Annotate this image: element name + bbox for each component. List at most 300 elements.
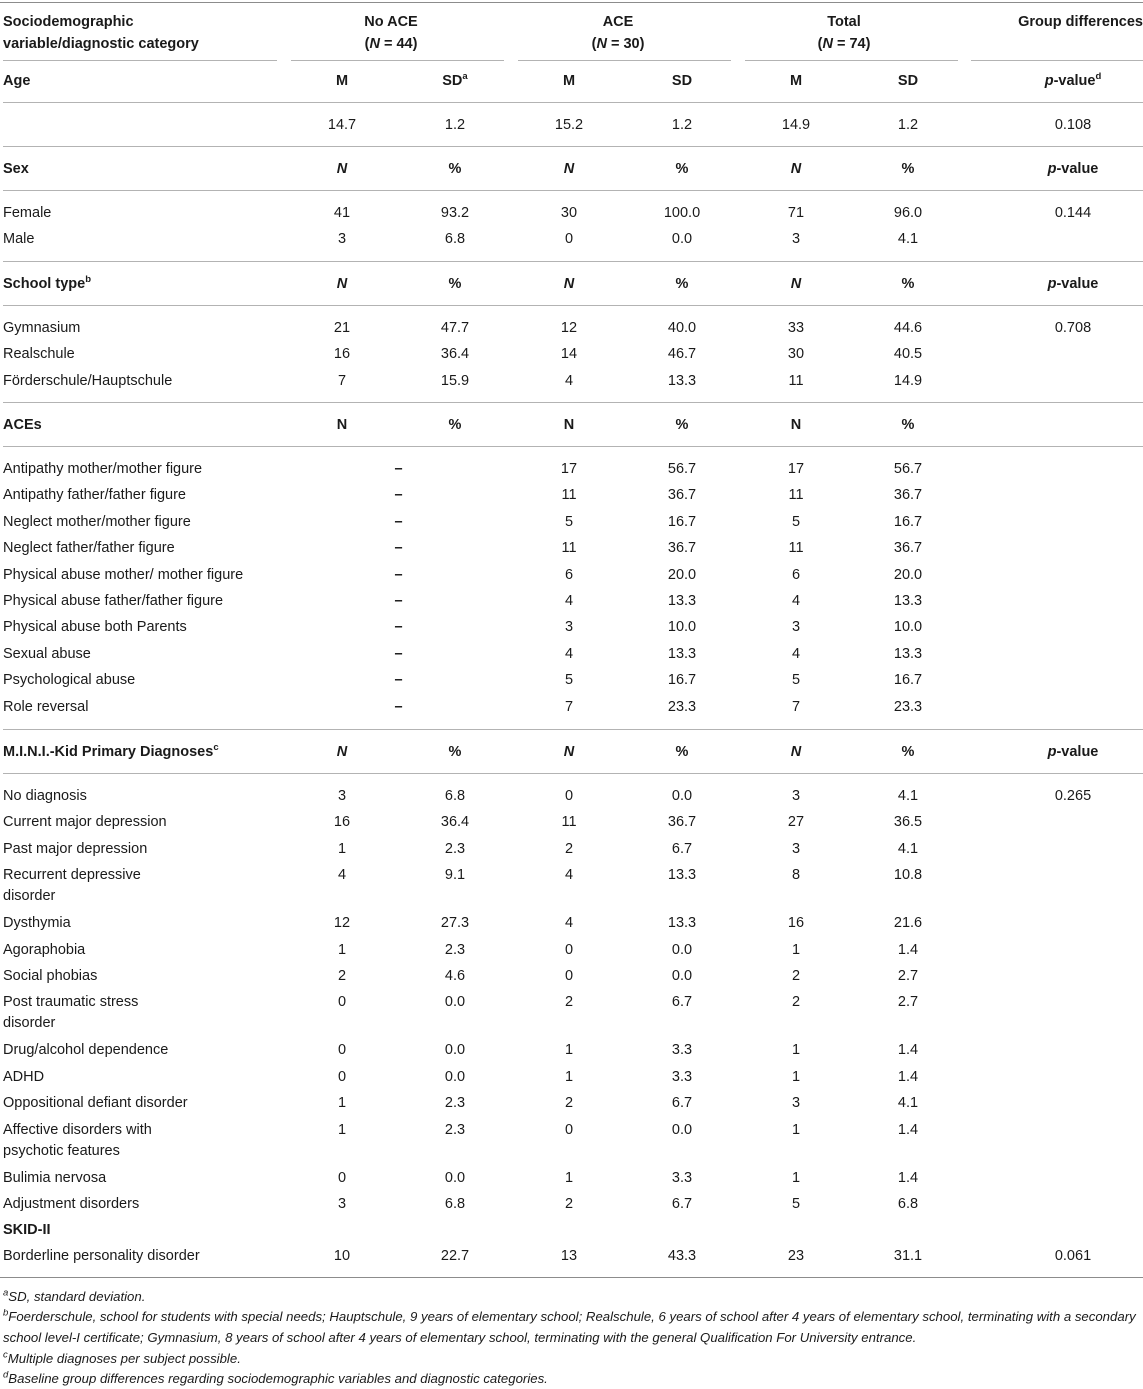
variable-header-line1: Sociodemographic [3,14,134,30]
column-header [395,743,515,761]
row-label: Sexual abuse [3,645,91,662]
table-cell: 1 [791,1068,801,1085]
table-cell: 3 [564,619,574,636]
table-cell: 0 [337,1068,347,1085]
column-header [395,72,515,90]
table-cell: 1 [337,941,347,958]
column-header [736,416,856,434]
row-label: Förderschule/Hauptschule [3,372,173,389]
row-label: Social phobias [3,968,98,984]
column-header-text: % [448,744,462,760]
row-label: Agoraphobia [3,941,86,958]
row-rule [3,146,1143,147]
table-cell: 44.6 [893,320,923,336]
p-suffix: -value [1056,161,1099,177]
p-label: p [1044,73,1054,89]
variable-header-line2: variable/diagnostic category [3,36,199,52]
group-header-ace [505,13,731,53]
table-cell: 4.6 [444,968,466,984]
table-cell: 33 [787,320,805,336]
row-label: Current major depression [3,814,167,831]
table-cell: 1.4 [897,1042,919,1059]
table-cell: 16.7 [667,513,697,530]
table-cell: 9.1 [444,867,466,884]
table-cell: 2 [564,994,574,1011]
group-underline [3,60,277,61]
footnote-marker: d [3,1369,9,1381]
footnote-text: Foerderschule, school for students with special needs; Hauptschule, 9 years of elementary school; Realschule, 6 years of school after 4 years of elementary school, terminating with a secondary school level-I certificate; Gymnasium, 8 years of school after 4 years of elementary school, terminating with the general Qualification For University entrance. [3,1309,1136,1345]
table-cell: 16.7 [893,672,923,689]
table-cell: 36.7 [893,487,923,504]
table-cell: 4 [564,645,574,662]
row-rule [3,402,1143,403]
table-cell: 6.8 [444,231,466,248]
row-label: Post traumatic stress [3,994,139,1011]
row-label: Affective disorders with [3,1121,152,1138]
table-cell: 40.5 [893,346,923,363]
not-applicable-dash: – [394,566,403,583]
p-value-header [1013,743,1133,761]
table-cell: 43.3 [667,1248,697,1264]
not-applicable-dash: – [394,645,403,662]
row-label: Dysthymia [3,915,71,932]
table-cell: 2 [564,1095,574,1112]
table-cell: 0 [337,1042,347,1059]
column-header-text: % [448,276,462,292]
footnote-marker: a [462,71,468,83]
table-cell: 4 [791,593,801,609]
row-label: Antipathy mother/mother figure [3,461,203,477]
footnote [3,1306,1139,1348]
table-cell: 71 [787,205,805,221]
column-header [848,416,968,434]
table-cell: 5 [564,672,574,689]
column-header [622,743,742,761]
group-n: (N = 74) [817,36,871,52]
table-cell: 4.1 [897,788,919,804]
table-cell: 11 [561,487,577,504]
column-header [395,416,515,434]
column-header [736,743,856,761]
column-header [509,275,629,293]
table-cell: 2 [791,994,801,1011]
table-cell: 0 [564,231,574,248]
column-header [395,160,515,178]
table-cell: 96.0 [893,205,923,221]
table-cell: 7 [337,372,347,389]
column-header [282,72,402,90]
section-title [3,275,91,293]
table-cell: 36.7 [667,540,697,557]
table-cell: 1 [791,1121,801,1138]
section-title-text: Age [3,73,31,89]
table-cell: 0 [337,994,347,1011]
table-cell: 13.3 [667,372,697,389]
column-header-text: % [901,161,915,177]
table-cell: 2.3 [444,1095,466,1112]
column-header-text: % [901,744,915,760]
table-cell: 6.7 [671,1196,693,1212]
table-cell: 56.7 [893,461,923,477]
row-label: Oppositional defiant disorder [3,1095,188,1112]
table-cell: 36.4 [440,814,470,831]
column-header [282,275,402,293]
column-header-text: M [562,73,576,89]
p-value-header [1013,72,1133,90]
table-cell: 8 [791,867,801,884]
table-cell: 11 [561,540,577,557]
row-label-continued: disorder [3,1015,56,1032]
column-header-text: N [790,744,802,760]
row-label: Bulimia nervosa [3,1169,107,1186]
table-cell: 11 [788,540,804,557]
row-label: No diagnosis [3,788,87,804]
column-header-text: % [675,744,689,760]
row-label: Antipathy father/father figure [3,487,186,504]
table-cell: 31.1 [893,1248,923,1264]
table-cell: 1 [791,941,801,958]
table-cell: 36.4 [440,346,470,363]
table-cell: 13.3 [667,867,697,884]
column-header-text: N [563,276,575,292]
section-title-text: ACEs [3,417,42,433]
section-title [3,416,42,434]
table-cell: 1 [337,1121,347,1138]
row-rule [3,729,1143,730]
row-label: Psychological abuse [3,672,136,689]
row-rule [3,190,1143,191]
table-cell: 4.1 [897,1095,919,1112]
p-label: p [1047,276,1057,292]
table-cell: 4 [564,867,574,884]
row-label: Neglect father/father figure [3,540,175,557]
table-cell: 27.3 [440,915,470,932]
table-cell: 0 [564,1121,574,1138]
table-cell: 0 [564,788,574,804]
column-header-text: SD [671,73,693,89]
footnote-marker: c [213,742,219,754]
table-cell: 6.8 [444,788,466,804]
table-cell: 6.7 [671,1095,693,1112]
table-cell: 4 [564,593,574,609]
table-cell: 4 [564,372,574,389]
table-cell: 1.4 [897,1068,919,1085]
table-cell: 2 [337,968,347,984]
column-header-text: % [675,276,689,292]
row-label: Female [3,205,52,221]
table-cell: 21 [333,320,351,336]
table-cell: 100.0 [663,205,701,221]
p-suffix: -value [1053,73,1096,89]
table-cell: 1.4 [897,941,919,958]
table-cell: 1 [564,1042,574,1059]
column-header-text: N [563,161,575,177]
table-cell: 16 [333,814,351,831]
section-title: SKID-II [3,1222,51,1238]
footnote-marker: b [3,1307,9,1319]
column-header [848,72,968,90]
table-cell: 0.0 [444,1068,466,1085]
footnote-marker: d [1095,71,1102,83]
column-header [848,275,968,293]
column-header-text: M [789,73,803,89]
p-label: p [1047,161,1057,177]
table-cell: 36.5 [893,814,923,831]
table-cell: 1 [564,1169,574,1186]
table-cell: 13.3 [667,645,697,662]
p-suffix: -value [1056,744,1099,760]
section-title-text: Sex [3,161,29,177]
table-cell: 17 [787,461,805,477]
p-suffix: -value [1056,276,1099,292]
row-label: Role reversal [3,698,89,715]
table-cell: 0.0 [444,994,466,1011]
table-cell: 7 [564,698,574,715]
table-cell: 10.0 [893,619,923,636]
table-cell: 13 [560,1248,578,1264]
table-cell: 5 [791,513,801,530]
table-cell: 4 [337,867,347,884]
table-cell: 2 [564,1196,574,1212]
column-header-text: SD [442,73,463,89]
section-title [3,743,219,761]
table-cell: 1 [337,840,347,857]
column-header-text: N [336,276,348,292]
column-header-text: % [448,161,462,177]
row-label: Recurrent depressive [3,867,141,884]
table-cell: 46.7 [667,346,697,363]
column-header [509,160,629,178]
row-rule [3,261,1143,262]
table-cell: 11 [561,814,577,831]
table-cell: 3 [791,619,801,636]
not-applicable-dash: – [394,619,403,636]
table-cell: 2.7 [897,994,919,1011]
table-cell: 2.3 [444,840,466,857]
row-rule [3,305,1143,306]
table-cell: 1.4 [897,1169,919,1186]
column-header [622,160,742,178]
column-header [509,72,629,90]
table-cell: 20.0 [667,566,697,583]
p-value: 0.061 [1054,1248,1092,1264]
group-differences-header: Group differences [1018,14,1143,30]
table-cell: 5 [564,513,574,530]
variable-header [3,13,199,53]
p-value: 0.265 [1054,788,1092,804]
row-label: Male [3,231,35,248]
table-cell: 30 [560,205,578,221]
table-cell: 16 [787,915,805,932]
section-title [3,160,29,178]
bottom-rule [0,1277,1143,1278]
table-cell: 14.7 [327,117,357,133]
column-header-text: N [563,744,575,760]
column-header-text: N [336,417,348,433]
row-label: Physical abuse father/father figure [3,593,224,609]
row-label: Past major depression [3,840,148,857]
table-cell: 2.7 [897,968,919,984]
column-header [509,416,629,434]
table-cell: 7 [791,698,801,715]
column-header-text: N [790,276,802,292]
table-cell: 2 [791,968,801,984]
column-header [848,160,968,178]
group-underline [518,60,731,61]
p-label: p [1047,744,1057,760]
column-header-text: % [675,161,689,177]
column-header [282,416,402,434]
table-cell: 1 [564,1068,574,1085]
section-title-text: School type [3,276,86,292]
table-cell: 1 [791,1042,801,1059]
table-cell: 23 [787,1248,805,1264]
column-header [282,160,402,178]
not-applicable-dash: – [394,487,403,504]
table-cell: 56.7 [667,461,697,477]
table-cell: 10 [333,1248,351,1264]
p-value: 0.144 [1054,205,1092,221]
column-header-text: % [675,417,689,433]
table-cell: 16 [333,346,351,363]
table-cell: 12 [333,915,351,932]
table-cell: 13.3 [893,593,923,609]
p-value-header [1013,160,1133,178]
table-cell: 36.7 [667,487,697,504]
table-cell: 0.0 [444,1169,466,1186]
column-header-text: N [790,161,802,177]
table-cell: 3 [791,788,801,804]
table-cell: 0.0 [671,788,693,804]
column-header-text: N [336,744,348,760]
table-cell: 5 [791,672,801,689]
table-cell: 40.0 [667,320,697,336]
column-header-text: N [563,417,575,433]
group-underline [971,60,1143,61]
table-cell: 3 [337,1196,347,1212]
table-cell: 6.7 [671,994,693,1011]
table-cell: 14 [560,346,578,363]
group-n: (N = 44) [364,36,418,52]
table-cell: 23.3 [667,698,697,715]
table-cell: 27 [787,814,805,831]
row-label: Neglect mother/mother figure [3,513,191,530]
table-cell: 11 [788,487,804,504]
table-cell: 16.7 [893,513,923,530]
row-rule [3,773,1143,774]
table-cell: 41 [333,205,351,221]
row-label-continued: psychotic features [3,1142,120,1159]
row-label: Physical abuse both Parents [3,619,187,636]
top-rule [0,2,1143,3]
table-cell: 0.0 [671,968,693,984]
table-cell: 16.7 [667,672,697,689]
group-header-no-ace [278,13,504,53]
table-cell: 6.8 [897,1196,919,1212]
table-cell: 47.7 [440,320,470,336]
column-header [736,275,856,293]
table-cell: 3 [337,788,347,804]
table-cell: 3.3 [671,1169,693,1186]
p-value: 0.108 [1054,117,1092,133]
row-label: Physical abuse mother/ mother figure [3,566,244,583]
row-label: Gymnasium [3,320,81,336]
not-applicable-dash: – [394,540,403,557]
not-applicable-dash: – [394,461,403,477]
table-cell: 20.0 [893,566,923,583]
group-name: ACE [602,14,634,30]
table-cell: 3.3 [671,1042,693,1059]
table-cell: 4.1 [897,231,919,248]
table-cell: 6.8 [444,1196,466,1212]
footnote [3,1348,1139,1369]
table-cell: 0.0 [444,1042,466,1059]
footnote-text: Multiple diagnoses per subject possible. [7,1351,241,1366]
table-cell: 13.3 [667,915,697,932]
table-cell: 10.0 [667,619,697,636]
not-applicable-dash: – [394,593,403,609]
table-cell: 6.7 [671,840,693,857]
table-cell: 0.0 [671,231,693,248]
row-label: Realschule [3,346,75,363]
table-cell: 93.2 [440,205,470,221]
table-cell: 12 [560,320,578,336]
table-cell: 22.7 [440,1248,470,1264]
column-header [848,743,968,761]
table-cell: 5 [791,1196,801,1212]
section-title [3,72,30,90]
column-header-text: % [901,417,915,433]
table-cell: 0.0 [671,1121,693,1138]
column-header-text: N [336,161,348,177]
table-cell: 4.1 [897,840,919,857]
table-cell: 2.3 [444,1121,466,1138]
table-cell: 10.8 [893,867,923,884]
section-title-text: M.I.N.I.-Kid Primary Diagnoses [3,744,214,760]
row-rule [3,446,1143,447]
not-applicable-dash: – [394,513,403,530]
table-cell: 1.4 [897,1121,919,1138]
row-label: Adjustment disorders [3,1196,140,1212]
column-header [282,743,402,761]
row-label: Borderline personality disorder [3,1248,200,1264]
column-header [622,72,742,90]
table-cell: 0 [564,941,574,958]
group-underline [745,60,958,61]
column-header-text: % [901,276,915,292]
group-name: Total [827,14,861,30]
row-label: Drug/alcohol dependence [3,1042,169,1059]
table-cell: 23.3 [893,698,923,715]
table-cell: 0 [564,968,574,984]
table-cell: 21.6 [893,915,923,932]
column-header [622,275,742,293]
column-header-text: SD [897,73,919,89]
footnote-marker: c [3,1349,8,1361]
group-underline [291,60,504,61]
table-cell: 14.9 [781,117,811,133]
table-cell: 1.2 [444,117,466,133]
table-cell: 15.9 [440,372,470,389]
table-cell: 4 [791,645,801,662]
table-cell: 0.0 [671,941,693,958]
column-header-text: M [335,73,349,89]
not-applicable-dash: – [394,672,403,689]
table-cell: 3 [791,840,801,857]
table-cell: 3 [337,231,347,248]
not-applicable-dash: – [394,698,403,715]
p-value-header [1013,275,1133,293]
